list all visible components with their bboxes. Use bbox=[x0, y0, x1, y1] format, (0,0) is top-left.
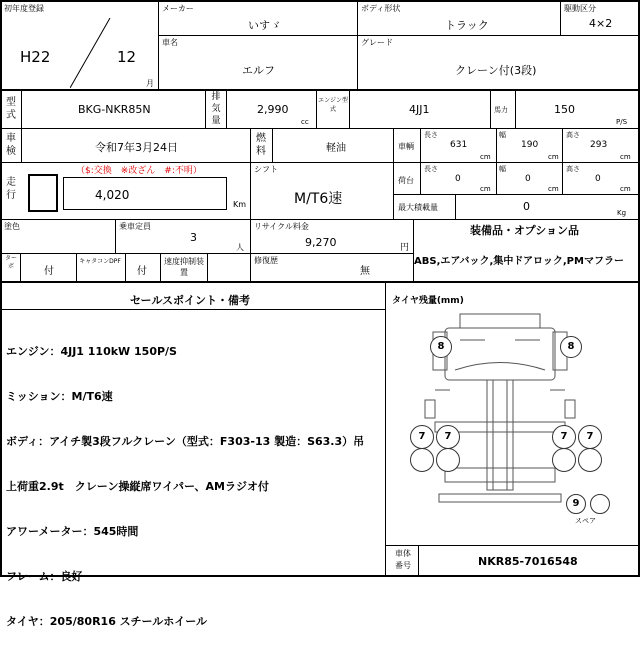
divider bbox=[250, 219, 251, 281]
tire-title: タイヤ残量(mm) bbox=[392, 296, 464, 306]
sales-line: タイヤ：205/80R16 スチールホイール bbox=[6, 615, 208, 628]
divider bbox=[21, 90, 22, 162]
displacement-value: 2,990 bbox=[257, 103, 289, 116]
veh-width-label: 幅 bbox=[499, 131, 506, 139]
recycle-label: リサイクル料金 bbox=[254, 222, 309, 231]
sales-line: エンジン：4JJ1 110kW 150P/S bbox=[6, 345, 177, 358]
shift-value: M/T6速 bbox=[294, 191, 343, 207]
divider bbox=[0, 219, 640, 220]
divider bbox=[316, 90, 317, 128]
sales-line: ミッション：M/T6速 bbox=[6, 390, 113, 403]
recycle-value: 9,270 bbox=[305, 236, 337, 249]
max-load-label: 最大積載量 bbox=[398, 203, 438, 212]
grade-value: クレーン付(3段) bbox=[455, 64, 537, 77]
divider bbox=[455, 194, 456, 219]
cargo-width: 0 bbox=[525, 174, 531, 184]
tire-rear-left-outer-2 bbox=[410, 448, 434, 472]
cm-unit: cm bbox=[620, 153, 631, 161]
tire-rear-right-outer-2 bbox=[578, 448, 602, 472]
max-load-unit: Kg bbox=[617, 209, 627, 217]
divider bbox=[357, 0, 358, 90]
mileage-unit: Km bbox=[233, 200, 247, 209]
month-unit: 月 bbox=[146, 79, 154, 88]
sales-line: フレーム：良好 bbox=[6, 570, 83, 583]
divider bbox=[420, 128, 421, 194]
divider bbox=[496, 128, 497, 194]
sales-line: アワーメーター：545時間 bbox=[6, 525, 139, 538]
cm-unit: cm bbox=[548, 153, 559, 161]
capacity-unit: 人 bbox=[236, 243, 244, 252]
divider bbox=[226, 90, 227, 128]
engine-value: 4JJ1 bbox=[409, 103, 430, 116]
tire-rear-right-inner-2 bbox=[552, 448, 576, 472]
engine-label: エンジン型式 bbox=[318, 97, 348, 113]
model-label: 型式 bbox=[6, 97, 16, 121]
turbo-label: ターボ bbox=[4, 255, 17, 270]
color-label: 塗色 bbox=[4, 222, 20, 231]
tire-rear-left-outer: 7 bbox=[410, 425, 434, 449]
equipment-title: 装備品・オプション品 bbox=[470, 224, 580, 237]
veh-height: 293 bbox=[590, 140, 608, 150]
divider bbox=[207, 253, 208, 281]
cargo-width-label: 幅 bbox=[499, 165, 506, 173]
cm-unit: cm bbox=[548, 185, 559, 193]
displacement-label: 排気量 bbox=[211, 92, 221, 126]
divider bbox=[0, 309, 385, 310]
cm-unit: cm bbox=[620, 185, 631, 193]
divider bbox=[0, 89, 640, 91]
divider bbox=[385, 545, 640, 546]
first-reg-label: 初年度登録 bbox=[4, 4, 44, 13]
power-unit: P/S bbox=[616, 118, 628, 126]
tire-rear-right-outer: 7 bbox=[578, 425, 602, 449]
divider bbox=[0, 128, 640, 129]
body-value: トラック bbox=[445, 19, 489, 32]
reg-year: H22 bbox=[20, 48, 51, 66]
divider bbox=[349, 90, 350, 128]
model-value: BKG-NKR85N bbox=[78, 103, 151, 116]
maker-label: メーカー bbox=[162, 4, 194, 13]
divider bbox=[115, 219, 116, 253]
mileage-check-box bbox=[28, 174, 58, 212]
chassis-label: 車体番号 bbox=[395, 549, 411, 570]
sales-line: ボディ：アイチ製3段フルクレーン（型式：F303-13 製造：S63.3）吊 bbox=[6, 435, 365, 448]
repair-label: 修復歴 bbox=[254, 256, 278, 265]
divider bbox=[20, 253, 21, 281]
shift-label: シフト bbox=[254, 165, 278, 174]
divider bbox=[0, 281, 640, 283]
tire-front-right: 8 bbox=[560, 336, 582, 358]
divider bbox=[560, 0, 561, 36]
recycle-unit: 円 bbox=[400, 243, 410, 253]
cargo-height: 0 bbox=[595, 174, 601, 184]
tire-front-left: 8 bbox=[430, 336, 452, 358]
veh-width: 190 bbox=[521, 140, 539, 150]
cargo-height-label: 高さ bbox=[566, 165, 580, 173]
mileage-label: 走行 bbox=[6, 177, 16, 201]
mileage-box bbox=[63, 177, 227, 210]
tire-spare-2 bbox=[590, 494, 610, 514]
tire-rear-left-inner: 7 bbox=[436, 425, 460, 449]
inspection-label: 車検 bbox=[6, 133, 16, 157]
divider bbox=[515, 90, 516, 128]
divider bbox=[562, 128, 563, 194]
spare-label: スペア bbox=[575, 517, 596, 525]
cm-unit: cm bbox=[480, 153, 491, 161]
sales-line: 上荷重2.9t クレーン操縦席ワイパー、AMラジオ付 bbox=[6, 480, 269, 493]
fuel-value: 軽油 bbox=[326, 143, 346, 154]
name-label: 車名 bbox=[162, 38, 178, 47]
sales-notes bbox=[6, 314, 364, 659]
date-slash bbox=[70, 18, 120, 88]
max-load-value: 0 bbox=[523, 200, 530, 213]
grade-label: グレード bbox=[361, 38, 393, 47]
inspection-value: 令和7年3月24日 bbox=[95, 141, 178, 154]
capacity-value: 3 bbox=[190, 231, 197, 244]
cargo-length-label: 長さ bbox=[424, 165, 438, 173]
tire-spare: 9 bbox=[566, 494, 586, 514]
body-label: ボディ形状 bbox=[361, 4, 401, 13]
name-value: エルフ bbox=[242, 64, 275, 77]
divider bbox=[76, 253, 77, 281]
divider bbox=[250, 128, 251, 220]
divider bbox=[413, 219, 414, 281]
divider bbox=[272, 128, 273, 162]
sales-title: セールスポイント・備考 bbox=[130, 294, 251, 307]
mileage-value: 4,020 bbox=[95, 188, 130, 202]
divider bbox=[490, 90, 491, 128]
drive-label: 駆動区分 bbox=[564, 4, 596, 13]
retarder-label: 速度抑制装置 bbox=[164, 257, 204, 277]
mileage-note: （$:交換 ※改ざん #:不明） bbox=[76, 166, 202, 176]
drive-value: 4×2 bbox=[589, 17, 613, 30]
divider bbox=[393, 194, 640, 195]
power-label: 馬力 bbox=[494, 106, 508, 114]
divider bbox=[160, 253, 161, 281]
veh-length: 631 bbox=[450, 140, 468, 150]
fuel-label: 燃料 bbox=[256, 133, 266, 157]
turbo-value: 付 bbox=[44, 266, 54, 277]
veh-length-label: 長さ bbox=[424, 131, 438, 139]
cargo-dim-label: 荷台 bbox=[398, 176, 414, 185]
divider bbox=[385, 282, 386, 577]
power-value: 150 bbox=[554, 103, 575, 116]
maker-value: いすゞ bbox=[248, 19, 281, 32]
displacement-unit: cc bbox=[301, 118, 309, 126]
dpf-value: 付 bbox=[137, 266, 147, 277]
chassis-number: NKR85-7016548 bbox=[478, 555, 578, 568]
veh-height-label: 高さ bbox=[566, 131, 580, 139]
divider bbox=[205, 90, 206, 128]
dpf-label: キャタコンDPF bbox=[79, 258, 121, 265]
frame-top bbox=[0, 0, 640, 2]
tire-rear-right-inner: 7 bbox=[552, 425, 576, 449]
tire-rear-left-inner-2 bbox=[436, 448, 460, 472]
cargo-length: 0 bbox=[455, 174, 461, 184]
frame-left bbox=[0, 0, 2, 577]
vehicle-dim-label: 車輌 bbox=[398, 142, 414, 151]
capacity-label: 乗車定員 bbox=[119, 222, 151, 231]
divider bbox=[158, 35, 640, 36]
reg-month: 12 bbox=[117, 48, 137, 66]
divider bbox=[393, 162, 640, 163]
divider bbox=[158, 0, 159, 90]
equipment-list: ABS,エアバック,集中ドアロック,PMマフラー bbox=[414, 256, 624, 267]
divider bbox=[418, 545, 419, 577]
divider bbox=[393, 128, 394, 219]
repair-value: 無 bbox=[360, 266, 370, 277]
divider bbox=[125, 253, 126, 281]
cm-unit: cm bbox=[480, 185, 491, 193]
